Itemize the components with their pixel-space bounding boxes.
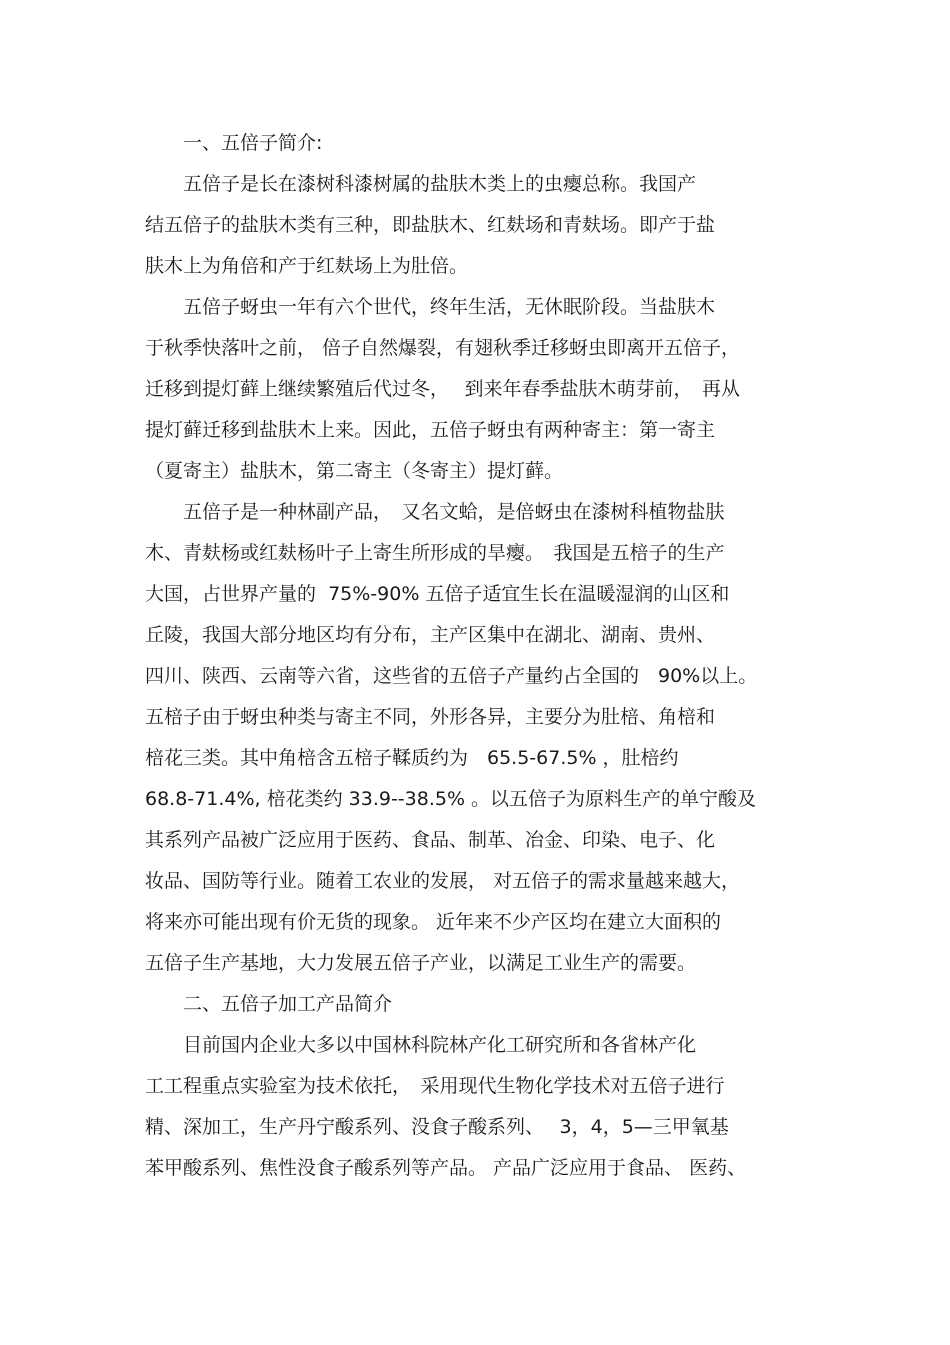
text-line: 苯甲酸系列、焦性没食子酸系列等产品。 产品广泛应用于食品、 医药、 (145, 1157, 747, 1179)
text-line: 五倍子蚜虫一年有六个世代，终年生活，无休眠阶段。当盐肤木 (145, 296, 716, 318)
text-line: 丘陵，我国大部分地区均有分布，主产区集中在湖北、湖南、贵州、 (145, 624, 716, 646)
text-line: 其系列产品被广泛应用于医药、食品、制革、冶金、印染、电子、化 (145, 829, 716, 851)
text-line: 提灯藓迁移到盐肤木上来。因此，五倍子蚜虫有两种寄主：第一寄主 (145, 419, 716, 441)
text-line: 精、深加工，生产丹宁酸系列、没食子酸系列、 3，4，5—三甲氧基 (145, 1116, 729, 1138)
text-line: （夏寄主）盐肤木，第二寄主（冬寄主）提灯藓。 (145, 460, 564, 482)
text-line: 妆品、国防等行业。随着工农业的发展， 对五倍子的需求量越来越大， (145, 870, 741, 892)
text-line: 五倍子生产基地，大力发展五倍子产业，以满足工业生产的需要。 (145, 952, 697, 974)
text-line: 四川、陕西、云南等六省，这些省的五倍子产量约占全国的 90%以上。 (145, 665, 758, 687)
text-line: 目前国内企业大多以中国林科院林产化工研究所和各省林产化 (145, 1034, 697, 1056)
text-line: 大国，占世界产量的 75%-90% 五倍子适宜生长在温暖湿润的山区和 (145, 583, 730, 605)
text-line: 五棓子由于蚜虫种类与寄主不同，外形各异，主要分为肚棓、角棓和 (145, 706, 716, 728)
text-line: 于秋季快落叶之前， 倍子自然爆裂，有翅秋季迁移蚜虫即离开五倍子， (145, 337, 741, 359)
text-line: 将来亦可能出现有价无货的现象。 近年来不少产区均在建立大面积的 (145, 911, 722, 933)
section-heading-2: 二、五倍子加工产品简介 (145, 993, 393, 1015)
text-line: 五倍子是长在漆树科漆树属的盐肤木类上的虫瘿总称。我国产 (145, 173, 697, 195)
text-line: 68.8-71.4%, 棓花类约 33.9--38.5% 。以五倍子为原料生产的单宁酸及 (145, 788, 757, 810)
text-line: 工工程重点实验室为技术依托， 采用现代生物化学技术对五倍子进行 (145, 1075, 725, 1097)
text-line: 五倍子是一种林副产品， 又名文蛤，是倍蚜虫在漆树科植物盐肤 (145, 501, 725, 523)
text-line: 肤木上为角倍和产于红麸场上为肚倍。 (145, 255, 469, 277)
text-line: 木、青麸杨或红麸杨叶子上寄生所形成的旱瘿。 我国是五棓子的生产 (145, 542, 725, 564)
text-line: 棓花三类。其中角棓含五棓子鞣质约为 65.5-67.5% ，肚棓约 (145, 747, 679, 769)
section-heading-1: 一、五倍子简介: (145, 132, 323, 154)
text-line: 结五倍子的盐肤木类有三种，即盐肤木、红麸场和青麸场。即产于盐 (145, 214, 716, 236)
text-line: 迁移到提灯藓上继续繁殖后代过冬， 到来年春季盐肤木萌芽前， 再从 (145, 378, 741, 400)
